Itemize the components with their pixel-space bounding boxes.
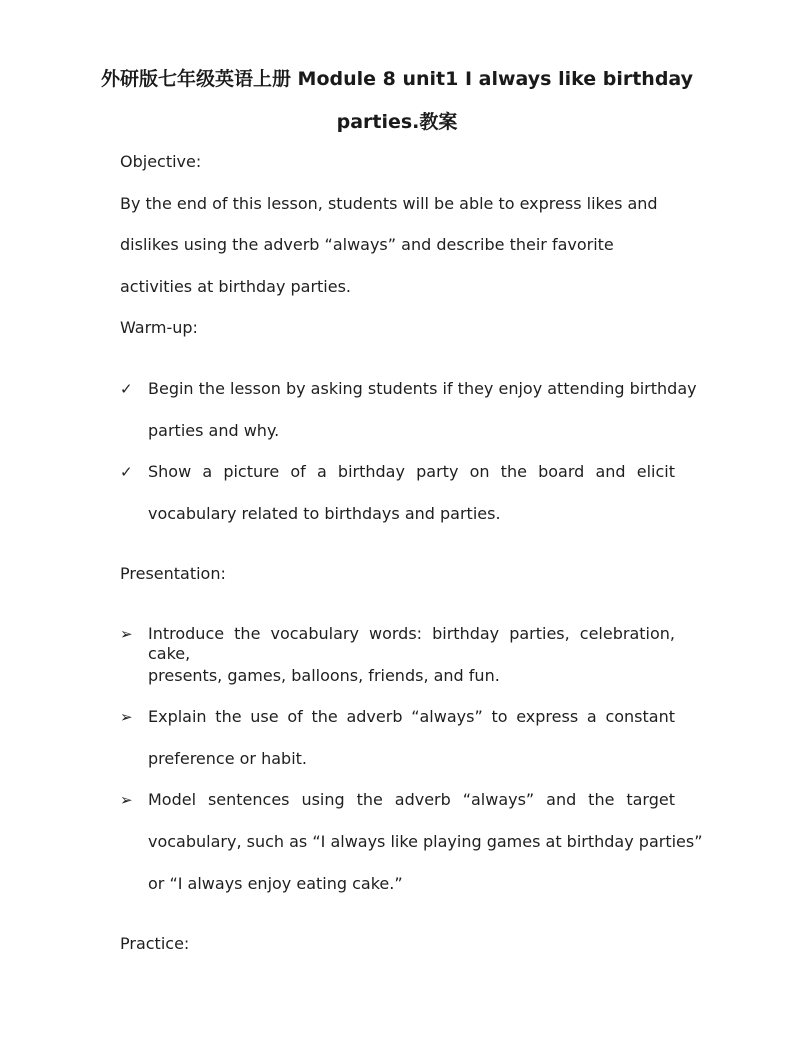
- arrow-bullet-icon: ➢: [120, 791, 133, 809]
- presentation-heading: Presentation:: [120, 564, 226, 583]
- presentation-item-text: or “I always enjoy eating cake.”: [148, 874, 403, 893]
- presentation-item-text: vocabulary, such as “I always like playing games at birthday parties”: [148, 832, 703, 851]
- checkmark-icon: ✓: [120, 380, 133, 398]
- presentation-item-text: presents, games, balloons, friends, and fun.: [148, 666, 500, 685]
- objective-text-line: By the end of this lesson, students will be able to express likes and: [120, 194, 658, 213]
- document-title-line-1: 外研版七年级英语上册 Module 8 unit1 I always like birthday: [100, 68, 694, 90]
- warmup-item-text: vocabulary related to birthdays and parties.: [148, 504, 501, 523]
- practice-heading: Practice:: [120, 934, 190, 953]
- objective-text-line: activities at birthday parties.: [120, 277, 352, 296]
- checkmark-icon: ✓: [120, 463, 133, 481]
- presentation-item-text: Explain the use of the adverb “always” to express a constant: [148, 707, 675, 726]
- objective-text-line: dislikes using the adverb “always” and describe their favorite: [120, 235, 614, 254]
- warmup-item-text: Begin the lesson by asking students if they enjoy attending birthday: [148, 379, 697, 398]
- warmup-item-text: Show a picture of a birthday party on the board and elicit: [148, 462, 675, 481]
- warmup-item-text: parties and why.: [148, 421, 280, 440]
- document-title-line-2: parties.教案: [336, 111, 458, 133]
- objective-heading: Objective:: [120, 152, 202, 171]
- warmup-heading: Warm-up:: [120, 318, 198, 337]
- presentation-item-text: preference or habit.: [148, 749, 307, 768]
- presentation-item-text: Introduce the vocabulary words: birthday parties, celebration, cake,: [148, 624, 675, 663]
- arrow-bullet-icon: ➢: [120, 708, 133, 726]
- presentation-item-text: Model sentences using the adverb “always” and the target: [148, 790, 675, 809]
- arrow-bullet-icon: ➢: [120, 625, 133, 643]
